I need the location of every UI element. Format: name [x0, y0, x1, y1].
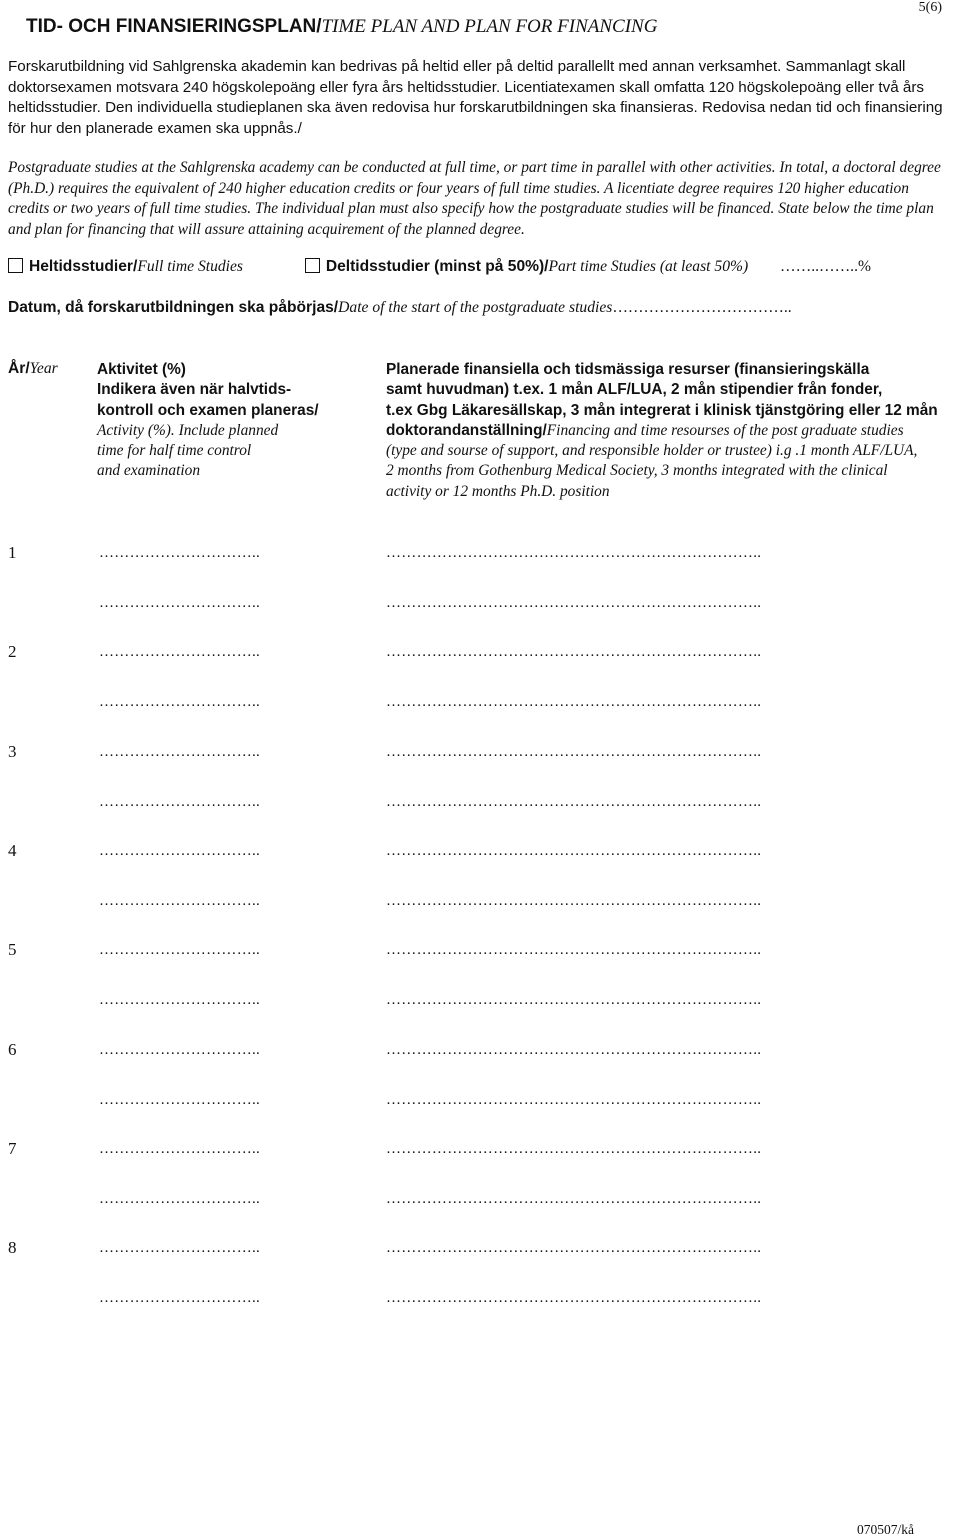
financing-entry-field[interactable]: ………………………………………………………………..	[386, 1290, 762, 1306]
start-date-field[interactable]: ……………………………..	[612, 299, 792, 316]
finance-header-line: samt huvudman) t.ex. 1 mån ALF/LUA, 2 mån stipendier från fonder,	[386, 381, 883, 399]
activity-entry-field[interactable]: …………………………..	[99, 545, 261, 561]
activity-entry-field[interactable]: …………………………..	[99, 1290, 261, 1306]
financing-entry-field[interactable]: ………………………………………………………………..	[386, 794, 762, 810]
financing-entry-field[interactable]: ………………………………………………………………..	[386, 942, 762, 958]
finance-header-line: t.ex Gbg Läkaresällskap, 3 mån integrerat i klinisk tjänstgöring eller 12 mån	[386, 401, 938, 419]
financing-entry-field[interactable]: ………………………………………………………………..	[386, 893, 762, 909]
activity-entry-field[interactable]: …………………………..	[99, 942, 261, 958]
activity-entry-field[interactable]: …………………………..	[99, 893, 261, 909]
financing-entry-field[interactable]: ………………………………………………………………..	[386, 1141, 762, 1157]
financing-entry-field[interactable]: ………………………………………………………………..	[386, 1240, 762, 1256]
part-time-label-sv: Deltidsstudier (minst på 50%)/	[325, 258, 549, 275]
part-time-percent-field[interactable]: ……..……..%	[780, 258, 871, 275]
activity-entry-field[interactable]: …………………………..	[99, 644, 261, 660]
year-label: 4	[8, 841, 17, 860]
financing-entry-field[interactable]: ………………………………………………………………..	[386, 992, 762, 1008]
activity-entry-field[interactable]: …………………………..	[99, 1042, 261, 1058]
page-number: 5(6)	[918, 0, 942, 15]
year-label: 5	[8, 940, 17, 959]
start-date-label-sv: Datum, då forskarutbildningen ska påbörjas/	[8, 299, 339, 316]
finance-header-line: 2 months from Gothenburg Medical Society, 3 months integrated with the clinical	[386, 462, 888, 480]
financing-entry-field[interactable]: ………………………………………………………………..	[386, 1042, 762, 1058]
activity-header-line: Activity (%). Include planned	[97, 421, 279, 439]
intro-english: Postgraduate studies at the Sahlgrenska academy can be conducted at full time, or part time in parallel with other activities. In total, a doctoral degree (Ph.D.) requires the equivalent of 240 higher education credits or four years of full time studies. A licentiate degree requires 120 higher education credits or two years of full time studies. The individual plan must also specify how the postgraduate studies will be financed. State below the time plan and plan for financing that will assure attaining acquirement of the planned degree.	[8, 159, 941, 239]
year-label: 8	[8, 1238, 17, 1257]
finance-header-line: (type and sourse of support, and responsible holder or trustee) i.g .1 month ALF/LUA,	[386, 442, 918, 460]
activity-entry-field[interactable]: …………………………..	[99, 694, 261, 710]
activity-header-line: kontroll och examen planeras/	[97, 401, 319, 419]
title-swedish: TID- OCH FINANSIERINGSPLAN/	[26, 16, 322, 37]
activity-entry-field[interactable]: …………………………..	[99, 843, 261, 859]
page-title	[26, 16, 657, 38]
title-english: TIME PLAN AND PLAN FOR FINANCING	[321, 16, 658, 37]
year-header-sv: År/	[8, 360, 30, 377]
finance-header-line	[386, 421, 960, 441]
full-time-checkbox[interactable]	[8, 258, 23, 273]
financing-entry-field[interactable]: ………………………………………………………………..	[386, 694, 762, 710]
column-header-activity	[97, 360, 367, 482]
financing-entry-field[interactable]: ………………………………………………………………..	[386, 595, 762, 611]
finance-header-line: Planerade finansiella och tidsmässiga resurser (finansieringskälla	[386, 361, 870, 378]
year-label: 3	[8, 742, 17, 761]
finance-header-en-start: Financing and time resourses of the post graduate studies	[546, 421, 904, 439]
financing-entry-field[interactable]: ………………………………………………………………..	[386, 1092, 762, 1108]
financing-entry-field[interactable]: ………………………………………………………………..	[386, 843, 762, 859]
activity-entry-field[interactable]: …………………………..	[99, 992, 261, 1008]
start-date-row	[8, 299, 792, 317]
part-time-checkbox[interactable]	[305, 258, 320, 273]
intro-swedish: Forskarutbildning vid Sahlgrenska akademin kan bedrivas på heltid eller på deltid parallellt med annan verksamhet. Sammanlagt skall doktorsexamen motsvara 240 högskolepoäng eller fyra års heltidsstudier. Licentiatexamen skall omfatta 120 högskolepoäng eller två års heltidsstudier. Den individuella studieplanen ska även redovisa hur forskarutbildningen ska finansieras. Redovisa nedan tid och finansiering för hur den planerade examen ska uppnås./	[8, 58, 943, 138]
start-date-label-en: Date of the start of the postgraduate studies	[338, 299, 613, 316]
footer-code: 070507/kå	[857, 1522, 914, 1537]
column-header-financing	[386, 360, 960, 502]
activity-entry-field[interactable]: …………………………..	[99, 1240, 261, 1256]
activity-entry-field[interactable]: …………………………..	[99, 744, 261, 760]
study-type-row	[8, 258, 871, 276]
year-label: 6	[8, 1040, 17, 1059]
full-time-label-en: Full time Studies	[137, 258, 243, 275]
activity-header-line: time for half time control	[97, 442, 252, 460]
year-label: 7	[8, 1139, 17, 1158]
activity-entry-field[interactable]: …………………………..	[99, 595, 261, 611]
activity-entry-field[interactable]: …………………………..	[99, 1191, 261, 1207]
part-time-label-en: Part time Studies (at least 50%)	[548, 258, 749, 275]
year-label: 2	[8, 642, 17, 661]
financing-entry-field[interactable]: ………………………………………………………………..	[386, 1191, 762, 1207]
full-time-label-sv: Heltidsstudier/	[29, 258, 138, 275]
activity-header-line: Aktivitet (%)	[97, 361, 186, 378]
activity-header-line: and examination	[97, 462, 201, 480]
finance-header-line: activity or 12 months Ph.D. position	[386, 482, 610, 500]
activity-entry-field[interactable]: …………………………..	[99, 1092, 261, 1108]
column-header-year	[8, 360, 58, 378]
activity-header-line: Indikera även när halvtids-	[97, 381, 292, 399]
year-header-en: Year	[29, 360, 58, 377]
financing-entry-field[interactable]: ………………………………………………………………..	[386, 545, 762, 561]
financing-entry-field[interactable]: ………………………………………………………………..	[386, 644, 762, 660]
activity-entry-field[interactable]: …………………………..	[99, 1141, 261, 1157]
year-label: 1	[8, 543, 17, 562]
financing-entry-field[interactable]: ………………………………………………………………..	[386, 744, 762, 760]
finance-header-sv-end: doktorandanställning/	[386, 421, 547, 439]
activity-entry-field[interactable]: …………………………..	[99, 794, 261, 810]
